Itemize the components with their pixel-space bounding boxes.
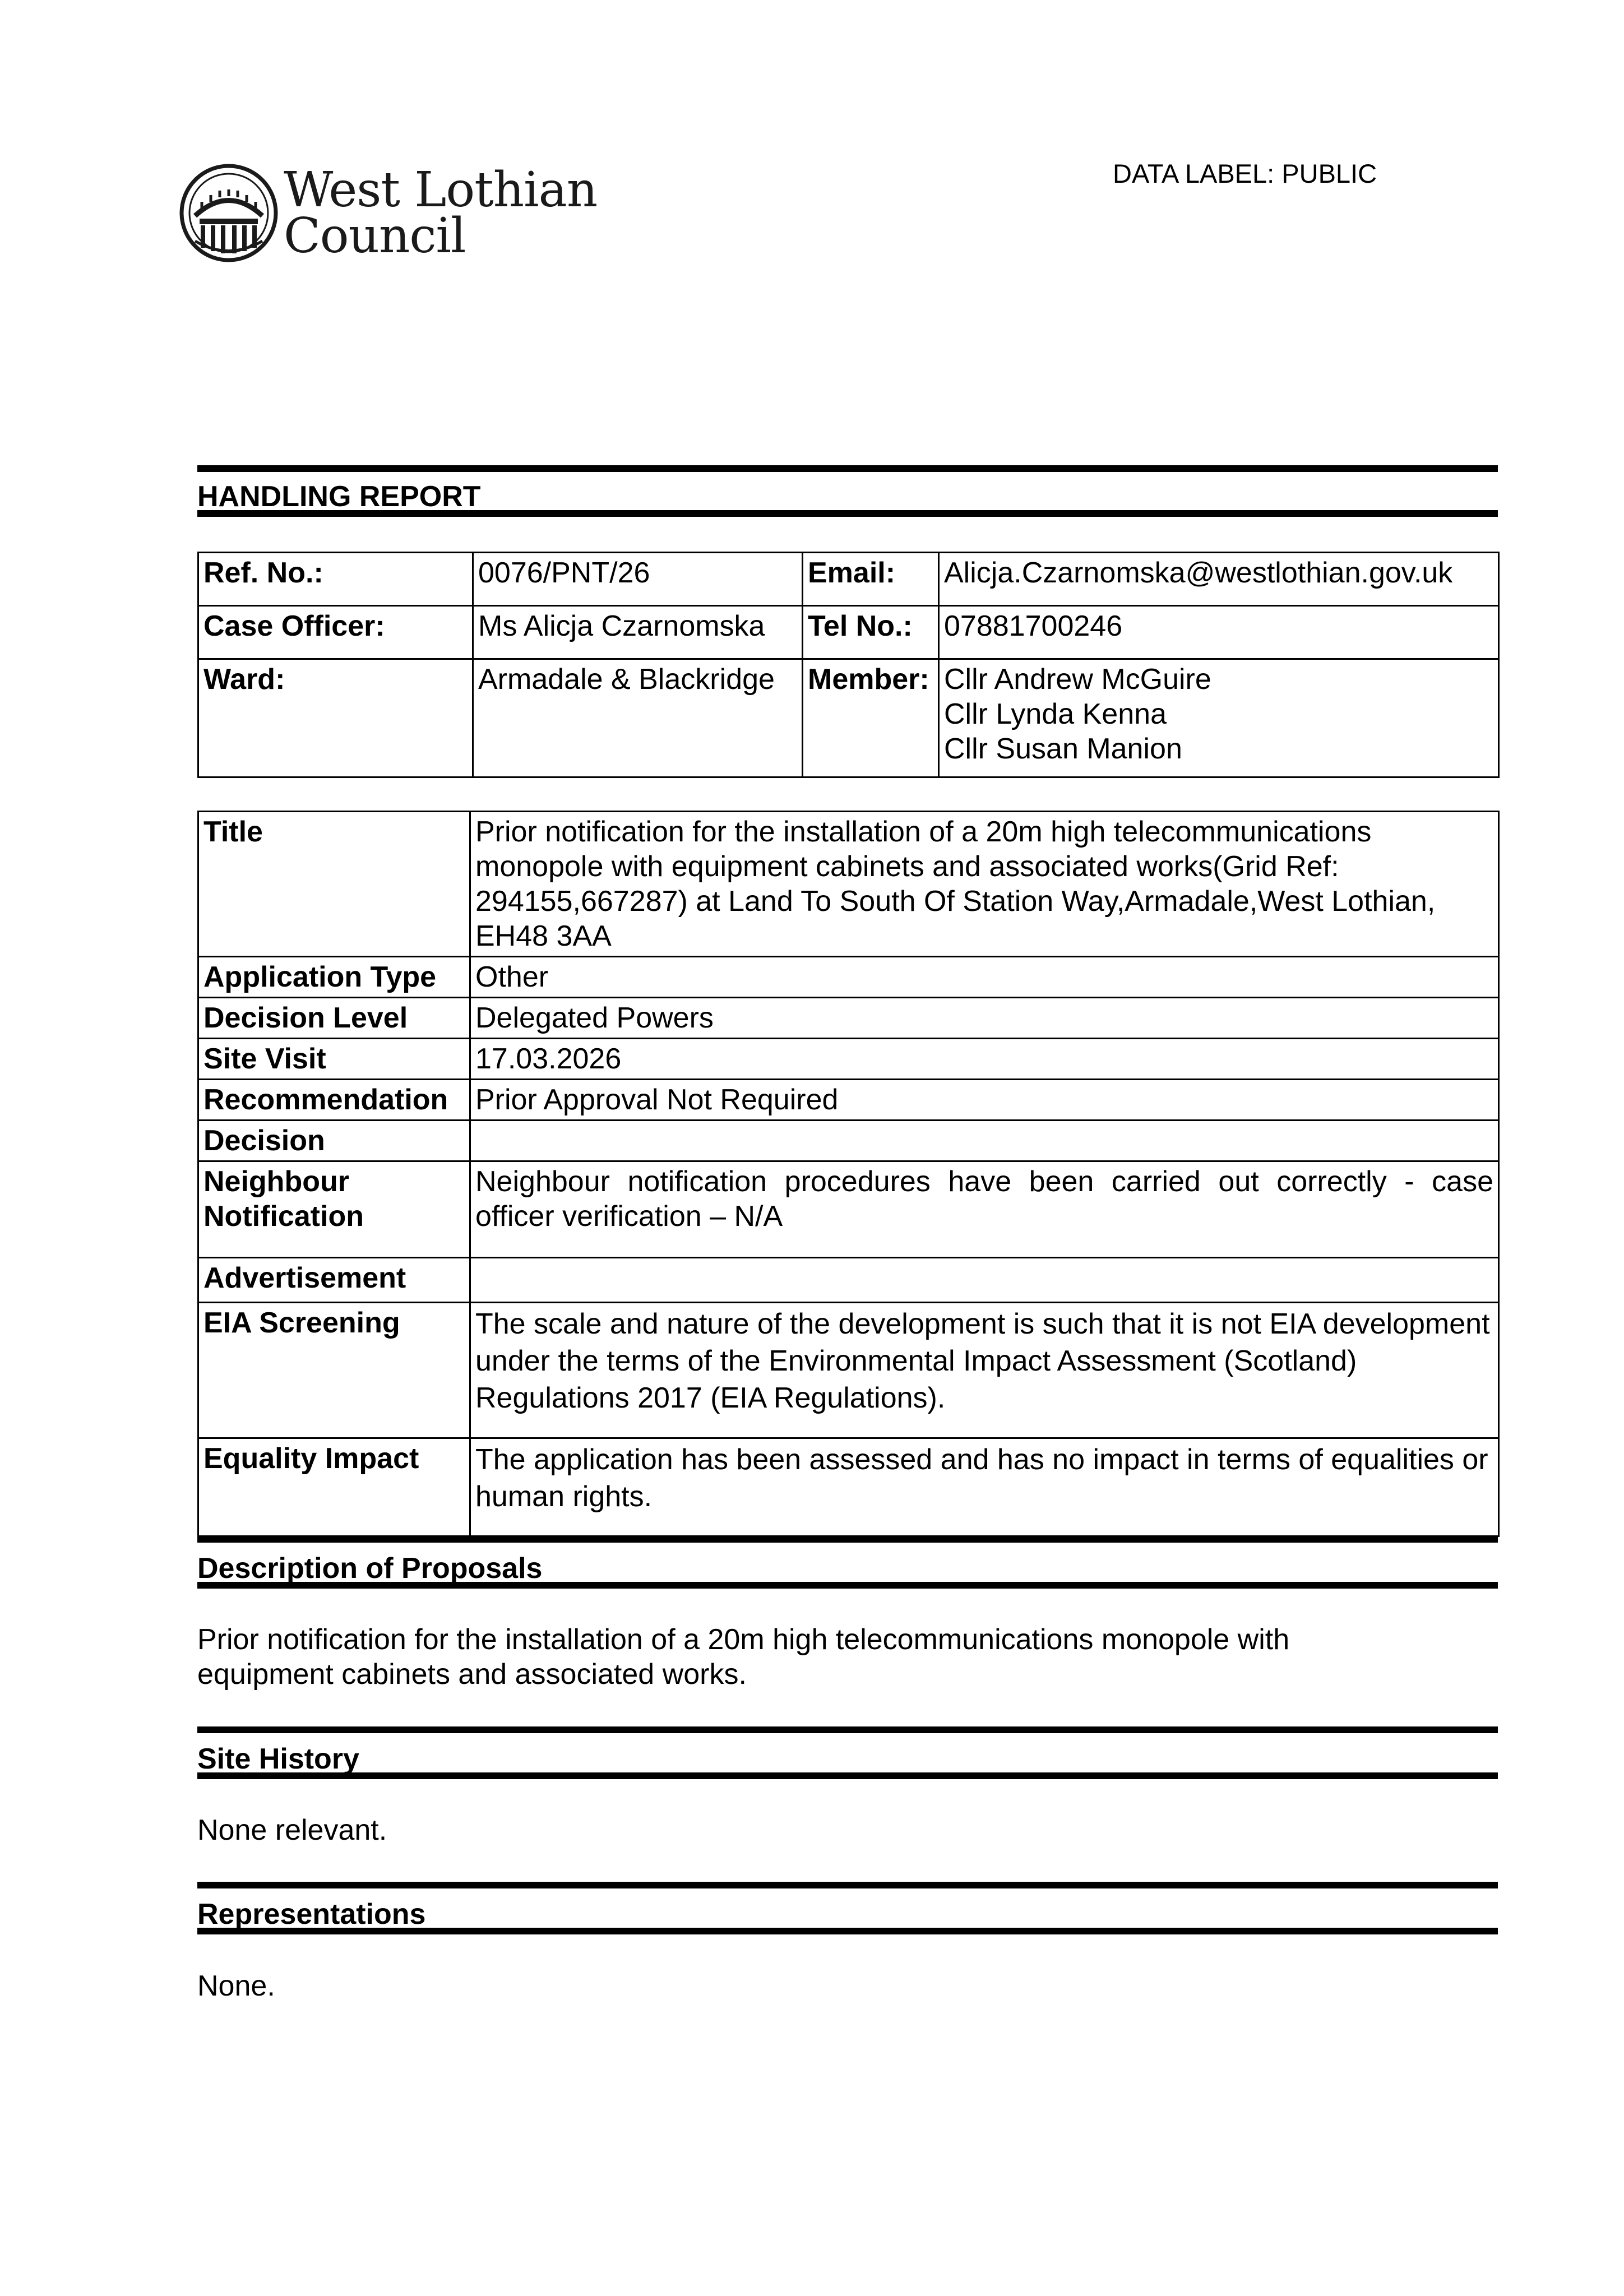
title-value: Prior notification for the installation of a 20m high telecommunications monopole with equipment cabinets and associated works(Grid Ref: 294155,667287) at Land To South Of Station Way,Armadale,West Lothian, EH48 3AA xyxy=(470,812,1499,957)
table-row xyxy=(198,1080,1499,1121)
decision-level-value: Delegated Powers xyxy=(470,998,1499,1039)
description-body: Prior notification for the installation of a 20m high telecommunications monopole with equipment cabinets and associated works. xyxy=(197,1623,1290,1691)
application-type-value: Other xyxy=(470,957,1499,998)
equality-impact-label: Equality Impact xyxy=(198,1438,470,1536)
representations-section-header xyxy=(197,1882,1498,1934)
equality-impact-value: The application has been assessed and has no impact in terms of equalities or human rights. xyxy=(470,1438,1499,1536)
ref-no-label: Ref. No.: xyxy=(198,553,473,606)
neighbour-notification-label: Neighbour Notification xyxy=(198,1161,470,1258)
site-visit-value: 17.03.2026 xyxy=(470,1039,1499,1080)
table-row xyxy=(198,998,1499,1039)
table-row xyxy=(198,1161,1499,1258)
recommendation-value: Prior Approval Not Required xyxy=(470,1080,1499,1121)
logo-text-line1: West Lothian xyxy=(284,162,598,218)
advertisement-value xyxy=(470,1258,1499,1303)
table-row xyxy=(198,1258,1499,1303)
eia-screening-value: The scale and nature of the development is such that it is not EIA development under the terms of the Environmental Impact Assessment (Scotland) Regulations 2017 (EIA Regulations). xyxy=(470,1303,1499,1438)
table-row xyxy=(198,812,1499,957)
table-row xyxy=(198,1039,1499,1080)
report-title: HANDLING REPORT xyxy=(197,480,481,513)
table-row xyxy=(198,1438,1499,1536)
case-info-table xyxy=(197,552,1500,778)
representations-heading: Representations xyxy=(197,1898,426,1931)
ward-value: Armadale & Blackridge xyxy=(473,659,803,777)
table-row xyxy=(198,1121,1499,1161)
site-visit-label: Site Visit xyxy=(198,1039,470,1080)
site-history-body: None relevant. xyxy=(197,1814,387,1846)
eia-screening-label: EIA Screening xyxy=(198,1303,470,1438)
site-history-section-header xyxy=(197,1726,1498,1779)
table-row xyxy=(198,553,1499,606)
ward-label: Ward: xyxy=(198,659,473,777)
logo-text-line2: Council xyxy=(284,208,466,264)
ref-no-value: 0076/PNT/26 xyxy=(473,553,803,606)
table-row xyxy=(198,606,1499,659)
decision-level-label: Decision Level xyxy=(198,998,470,1039)
email-value[interactable]: Alicja.Czarnomska@westlothian.gov.uk xyxy=(939,553,1499,606)
advertisement-label: Advertisement xyxy=(198,1258,470,1303)
council-crest-icon xyxy=(178,163,279,263)
decision-value xyxy=(470,1121,1499,1161)
report-title-bar xyxy=(197,465,1498,517)
tel-no-value: 07881700246 xyxy=(939,606,1499,659)
table-row xyxy=(198,659,1499,777)
decision-label: Decision xyxy=(198,1121,470,1161)
title-label: Title xyxy=(198,812,470,957)
recommendation-label: Recommendation xyxy=(198,1080,470,1121)
tel-no-label: Tel No.: xyxy=(803,606,939,659)
table-row xyxy=(198,957,1499,998)
council-logo xyxy=(178,162,598,269)
case-officer-label: Case Officer: xyxy=(198,606,473,659)
representations-body: None. xyxy=(197,1970,275,2002)
case-officer-value: Ms Alicja Czarnomska xyxy=(473,606,803,659)
table-row xyxy=(198,1303,1499,1438)
site-history-heading: Site History xyxy=(197,1743,359,1775)
email-label: Email: xyxy=(803,553,939,606)
description-section-header xyxy=(197,1536,1498,1589)
application-type-label: Application Type xyxy=(198,957,470,998)
member-label: Member: xyxy=(803,659,939,777)
neighbour-notification-value: Neighbour notification procedures have been carried out correctly - case officer verification – N/A xyxy=(470,1161,1499,1258)
description-heading: Description of Proposals xyxy=(197,1552,543,1585)
application-details-table xyxy=(197,811,1500,1537)
member-value: Cllr Andrew McGuire Cllr Lynda Kenna Cllr Susan Manion xyxy=(939,659,1499,777)
data-label: DATA LABEL: PUBLIC xyxy=(1113,159,1377,188)
